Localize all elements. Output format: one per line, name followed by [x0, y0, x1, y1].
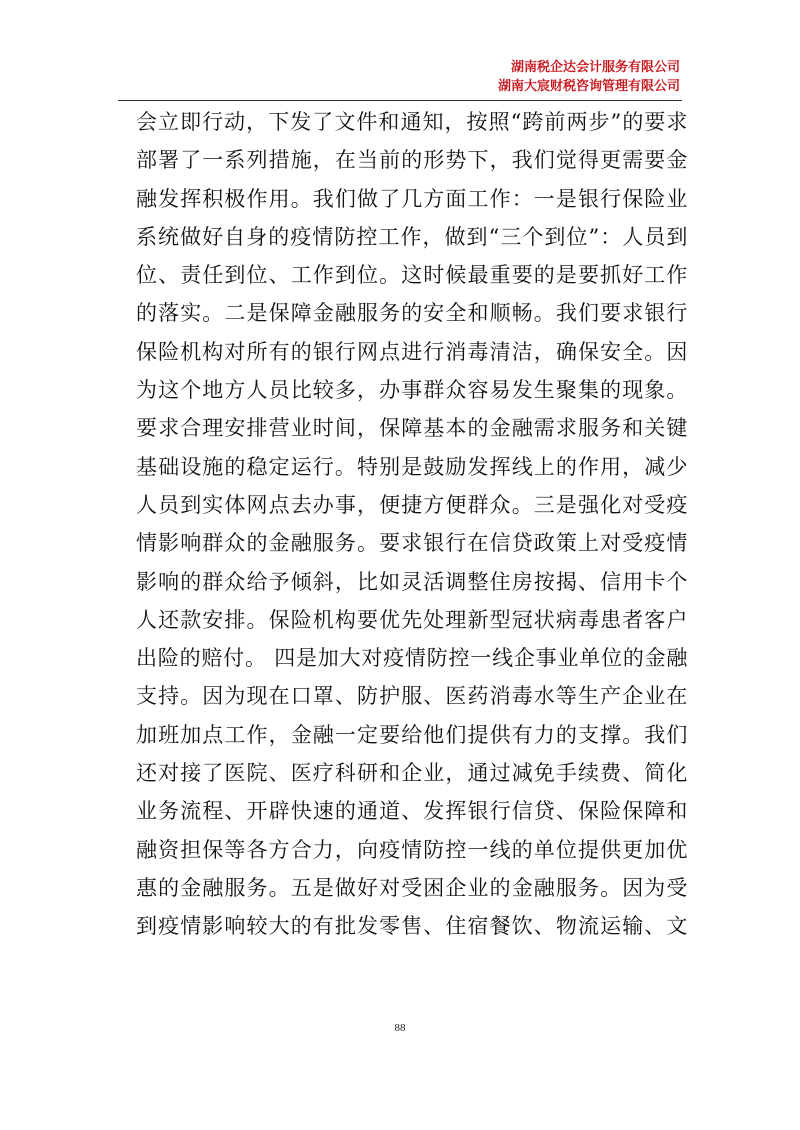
body-text [136, 103, 688, 946]
text-line-11: 人员到实体网点去办事，便捷方便群众。三是强化对受疫 [136, 492, 688, 517]
text-line-22: 到疫情影响较大的有批发零售、住宿餐饮、物流运输、文 [136, 914, 688, 939]
text-line-7: 保险机构对所有的银行网点进行消毒清洁，确保安全。因 [136, 339, 688, 364]
header-company-1: 湖南税企达会计服务有限公司 [510, 60, 680, 75]
text-line-15: 出险的赔付。 四是加大对疫情防控一线企事业单位的金融 [136, 646, 688, 671]
text-line-20: 融资担保等各方合力，向疫情防控一线的单位提供更加优 [136, 837, 688, 862]
page-header [498, 58, 680, 96]
text-line-19: 业务流程、开辟快速的通道、发挥银行信贷、保险保障和 [136, 799, 688, 824]
text-line-9: 要求合理安排营业时间，保障基本的金融需求服务和关键 [136, 416, 688, 441]
page-number: 88 [394, 1022, 406, 1034]
text-line-21: 惠的金融服务。五是做好对受困企业的金融服务。因为受 [136, 875, 688, 900]
text-line-14: 人还款安排。保险机构要优先处理新型冠状病毒患者客户 [136, 607, 688, 632]
text-line-8: 为这个地方人员比较多，办事群众容易发生聚集的现象。 [136, 378, 688, 403]
header-company-2: 湖南大宸财税咨询管理有限公司 [497, 79, 680, 94]
text-line-4: 系统做好自身的疫情防控工作，做到“三个到位”：人员到 [136, 224, 688, 249]
text-line-6: 的落实。二是保障金融服务的安全和顺畅。我们要求银行 [136, 301, 688, 326]
text-line-5: 位、责任到位、工作到位。这时候最重要的是要抓好工作 [136, 263, 688, 288]
text-line-12: 情影响群众的金融服务。要求银行在信贷政策上对受疫情 [136, 531, 688, 556]
header-divider [118, 100, 682, 101]
text-line-17: 加班加点工作，金融一定要给他们提供有力的支撑。我们 [136, 722, 688, 747]
text-line-3: 融发挥积极作用。我们做了几方面工作：一是银行保险业 [136, 186, 688, 211]
text-line-1: 会立即行动，下发了文件和通知，按照“跨前两步”的要求 [136, 110, 688, 134]
text-line-2: 部署了一系列措施，在当前的形势下，我们觉得更需要金 [136, 148, 688, 173]
text-line-10: 基础设施的稳定运行。特别是鼓励发挥线上的作用，减少 [136, 454, 688, 479]
text-line-16: 支持。因为现在口罩、防护服、医药消毒水等生产企业在 [136, 684, 688, 709]
text-line-13: 影响的群众给予倾斜，比如灵活调整住房按揭、信用卡个 [136, 569, 688, 594]
text-line-18: 还对接了医院、医疗科研和企业，通过减免手续费、简化 [136, 761, 688, 786]
